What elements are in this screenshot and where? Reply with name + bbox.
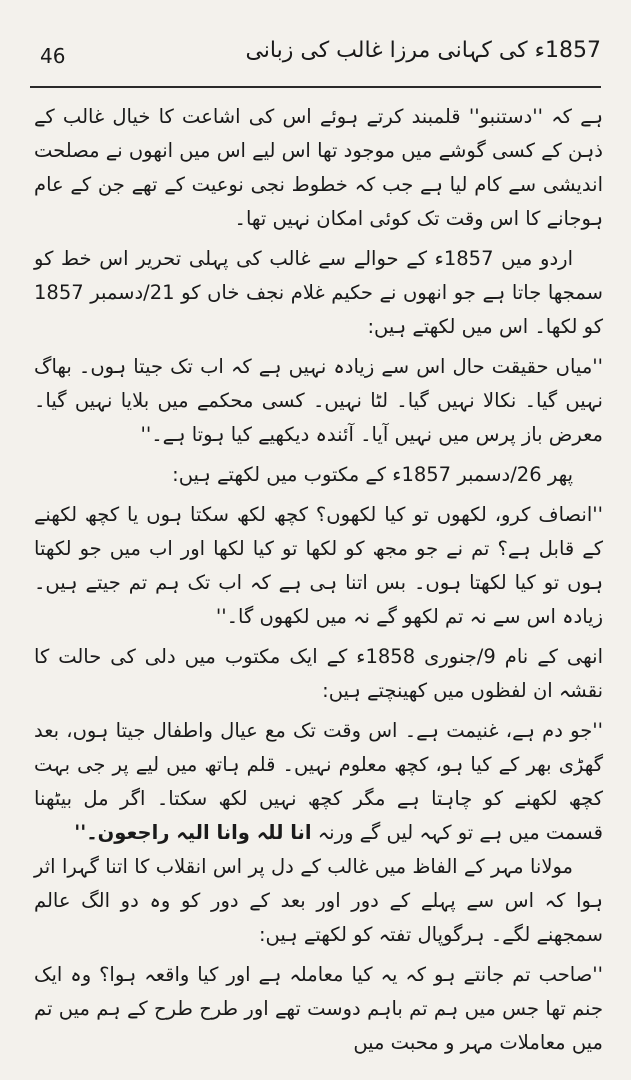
quote-tafta-letter: ''صاحب تم جانتے ہو کہ یہ کیا معاملہ ہے اور کیا واقعہ ہوا؟ وہ ایک جنم تھا جس میں ہم تم باہم دوست تھے اور طرح طرح کے ہم میں تم میں معاملات مہر و محبت میں xyxy=(34,963,603,1054)
header-rule xyxy=(30,86,601,88)
page-body xyxy=(34,100,603,1066)
running-title: 1857ء کی کہانی مرزا غالب کی زبانی xyxy=(245,38,601,63)
quote-third-letter xyxy=(34,714,603,850)
page-number: 46 xyxy=(40,44,66,68)
page-header xyxy=(30,38,601,82)
quote-second-letter: ''انصاف کرو، لکھوں تو کیا لکھوں؟ کچھ لکھ سکتا ہوں یا کچھ لکھنے کے قابل ہے؟ تم نے جو مجھ کو لکھا تو کیا لکھا اور اب میں جو لکھتا ہوں تو کیا لکھتا ہوں۔ بس اتنا ہی ہے کہ اب تک ہم تم جیتے ہیں۔ زیادہ اس سے نہ تم لکھو گے نہ میں لکھوں گا۔'' xyxy=(34,503,603,628)
quote-third-letter-text: ''جو دم ہے، غنیمت ہے۔ اس وقت تک مع عیال واطفال جیتا ہوں، بعد گھڑی بھر کے کیا ہو، کچھ معلوم نہیں۔ قلم ہاتھ میں لیے پر جی بہت کچھ لکھنے کو چاہتا ہے مگر کچھ نہیں لکھ سکتا۔ اگر مل بیٹھنا قسمت میں ہے تو کہہ لیں گے ورنہ xyxy=(34,719,603,844)
paragraph-intro-third-letter: انھی کے نام 9/جنوری 1858ء کے ایک مکتوب میں دلی کی حالت کا نقشہ ان لفظوں میں کھینچتے ہیں: xyxy=(34,645,603,702)
paragraph-continuation: ہے کہ ''دستنبو'' قلمبند کرتے ہوئے اس کی اشاعت کا خیال غالب کے ذہن کے کسی گوشے میں موجود تھا اس لیے اس میں انھوں نے مصلحت اندیشی سے کام لیا ہے جب کہ خطوط نجی نوعیت کے تھے جن کے عام ہوجانے کا اس وقت تک کوئی امکان نہیں تھا۔ xyxy=(34,105,603,230)
paragraph-intro-first-letter: اردو میں 1857ء کے حوالے سے غالب کی پہلی تحریر اس خط کو سمجھا جاتا ہے جو انھوں نے حکیم غلام نجف خاں کو 21/دسمبر 1857 کو لکھا۔ اس میں لکھتے ہیں: xyxy=(34,247,603,338)
paragraph-mehr: مولانا مہر کے الفاظ میں غالب کے دل پر اس انقلاب کا اتنا گہرا اثر ہوا کہ اس سے پہلے کے دور اور بعد کے دور کو وہ دو الگ عالم سمجھنے لگے۔ ہرگوپال تفتہ کو لکھتے ہیں: xyxy=(34,855,603,946)
quote-first-letter: ''میاں حقیقت حال اس سے زیادہ نہیں ہے کہ اب تک جیتا ہوں۔ بھاگ نہیں گیا۔ نکالا نہیں گیا۔ لٹا نہیں۔ کسی محکمے میں بلایا نہیں گیا۔ معرض باز پرس میں نہیں آیا۔ آئندہ دیکھیے کیا ہوتا ہے۔'' xyxy=(34,355,603,446)
quote-third-letter-closing: انا للہ وانا الیہ راجعون۔'' xyxy=(74,821,312,844)
paragraph-intro-second-letter: پھر 26/دسمبر 1857ء کے مکتوب میں لکھتے ہیں: xyxy=(172,463,573,486)
